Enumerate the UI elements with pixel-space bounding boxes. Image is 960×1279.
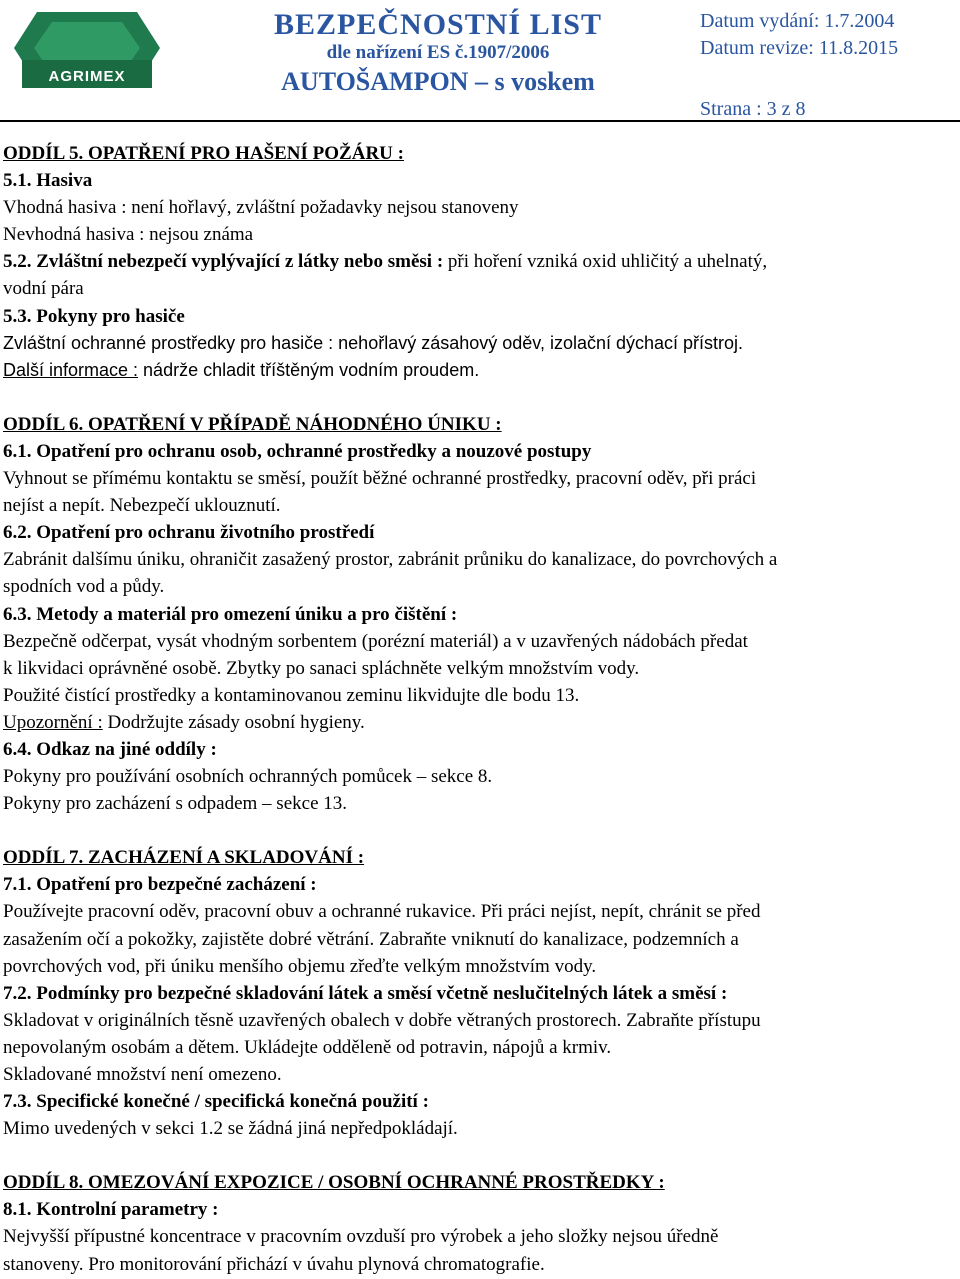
subsection-6-1: 6.1. Opatření pro ochranu osob, ochranné prostředky a nouzové postupy xyxy=(3,440,592,462)
document-header xyxy=(0,0,960,123)
text-line: Vyhnout se přímému kontaktu se směsí, použít běžné ochranné prostředky, pracovní oděv, při práci xyxy=(3,468,757,490)
header-meta xyxy=(700,8,955,123)
section-5-heading: ODDÍL 5. OPATŘENÍ PRO HAŠENÍ POŽÁRU : xyxy=(3,143,404,164)
text-line: povrchových vod, při úniku menšího objemu zřeďte velkým množstvím vody. xyxy=(3,955,597,977)
text-line: vodní pára xyxy=(3,278,84,300)
logo-text: AGRIMEX xyxy=(48,68,126,85)
text-line: Zabránit dalšímu úniku, ohraničit zasažený prostor, zabránit průniku do kanalizace, do povrchových a xyxy=(3,549,778,571)
section-6-heading: ODDÍL 6. OPATŘENÍ V PŘÍPADĚ NÁHODNÉHO ÚNIKU : xyxy=(3,413,502,435)
text-line: nepovolaným osobám a dětem. Ukládejte odděleně od potravin, nápojů a krmiv. xyxy=(3,1036,612,1058)
paragraph-5-2 xyxy=(3,248,958,275)
text-span: při hoření vzniká oxid uhličitý a uhelnatý, xyxy=(443,251,768,273)
text-line: Bezpečně odčerpat, vysát vhodným sorbentem (porézní materiál) a v uzavřených nádobách předat xyxy=(3,630,748,652)
text-line: Nevhodná hasiva : nejsou známa xyxy=(3,224,254,246)
spacer xyxy=(3,384,958,411)
text-line: stanoveny. Pro monitorování přichází v úvahu plynová chromatografie. xyxy=(3,1253,545,1275)
section-7-heading: ODDÍL 7. ZACHÁZENÍ A SKLADOVÁNÍ : xyxy=(3,847,365,869)
text-line: Skladované množství není omezeno. xyxy=(3,1064,282,1085)
spacer xyxy=(3,1142,958,1169)
warning-label: Upozornění : xyxy=(3,711,103,733)
subsection-6-2: 6.2. Opatření pro ochranu životního prostředí xyxy=(3,522,375,544)
subsection-7-2: 7.2. Podmínky pro bezpečné skladování látek a směsí včetně neslučitelných látek a směsí : xyxy=(3,982,728,1004)
paragraph-5-3-info xyxy=(3,357,958,384)
paragraph-warning xyxy=(3,709,958,736)
subsection-5-2: 5.2. Zvláštní nebezpečí vyplývající z látky nebo směsi : xyxy=(3,251,444,273)
issue-date: Datum vydání: 1.7.2004 xyxy=(700,10,895,32)
info-label: Další informace : xyxy=(3,359,139,380)
subsection-8-1: 8.1. Kontrolní parametry : xyxy=(3,1199,219,1221)
subsection-6-3: 6.3. Metody a materiál pro omezení úniku a pro čištění : xyxy=(3,603,458,625)
logo-graphic xyxy=(12,8,162,112)
spacer xyxy=(3,817,958,844)
subsection-6-4: 6.4. Odkaz na jiné oddíly : xyxy=(3,738,217,760)
text-line: Zvláštní ochranné prostředky pro hasiče : nehořlavý zásahový oděv, izolační dýchací přístroj. xyxy=(3,332,744,353)
text-line: k likvidaci oprávněné osobě. Zbytky po sanaci spláchněte velkým množstvím vody. xyxy=(3,657,640,679)
text-line: spodních vod a půdy. xyxy=(3,576,165,598)
text-span: Dodržujte zásady osobní hygieny. xyxy=(102,711,365,733)
section-8-heading: ODDÍL 8. OMEZOVÁNÍ EXPOZICE / OSOBNÍ OCHRANNÉ PROSTŘEDKY : xyxy=(3,1172,665,1194)
text-line: zasažením očí a pokožky, zajistěte dobré větrání. Zabraňte vniknutí do kanalizace, podzemních a xyxy=(3,928,739,950)
text-line: nejíst a nepít. Nebezpečí uklouznutí. xyxy=(3,495,281,517)
subsection-5-3: 5.3. Pokyny pro hasiče xyxy=(3,305,185,327)
page-number: Strana : 3 z 8 xyxy=(700,98,806,120)
text-line: Pokyny pro používání osobních ochranných pomůcek – sekce 8. xyxy=(3,766,493,788)
text-line: Nejvyšší přípustné koncentrace v pracovním ovzduší pro výrobek a jeho složky nejsou úředně xyxy=(3,1226,719,1248)
document-title: BEZPEČNOSTNÍ LIST xyxy=(274,8,602,41)
company-logo xyxy=(12,8,162,112)
text-line: Mimo uvedených v sekci 1.2 se žádná jiná nepředpokládají. xyxy=(3,1118,458,1140)
subsection-7-3: 7.3. Specifické konečné / specifická konečná použití : xyxy=(3,1091,429,1113)
text-span: nádrže chladit tříštěným vodním proudem. xyxy=(138,359,480,380)
text-line: Vhodná hasiva : není hořlavý, zvláštní požadavky nejsou stanoveny xyxy=(3,197,519,219)
revision-date: Datum revize: 11.8.2015 xyxy=(700,37,899,59)
document-body xyxy=(3,140,958,1278)
regulation-reference: dle nařízení ES č.1907/2006 xyxy=(326,42,550,63)
text-line: Použité čistící prostředky a kontaminovanou zeminu likvidujte dle bodu 13. xyxy=(3,684,580,706)
text-line: Používejte pracovní oděv, pracovní obuv a ochranné rukavice. Při práci nejíst, nepít, chránit se před xyxy=(3,901,761,923)
product-name: AUTOŠAMPON – s voskem xyxy=(281,67,595,96)
subsection-7-1: 7.1. Opatření pro bezpečné zacházení : xyxy=(3,874,317,896)
subsection-5-1: 5.1. Hasiva xyxy=(3,170,93,192)
header-center xyxy=(258,8,618,100)
text-line: Pokyny pro zacházení s odpadem – sekce 13. xyxy=(3,793,348,815)
text-line: Skladovat v originálních těsně uzavřených obalech v dobře větraných prostorech. Zabraňte přístupu xyxy=(3,1009,761,1031)
header-divider xyxy=(0,120,960,122)
